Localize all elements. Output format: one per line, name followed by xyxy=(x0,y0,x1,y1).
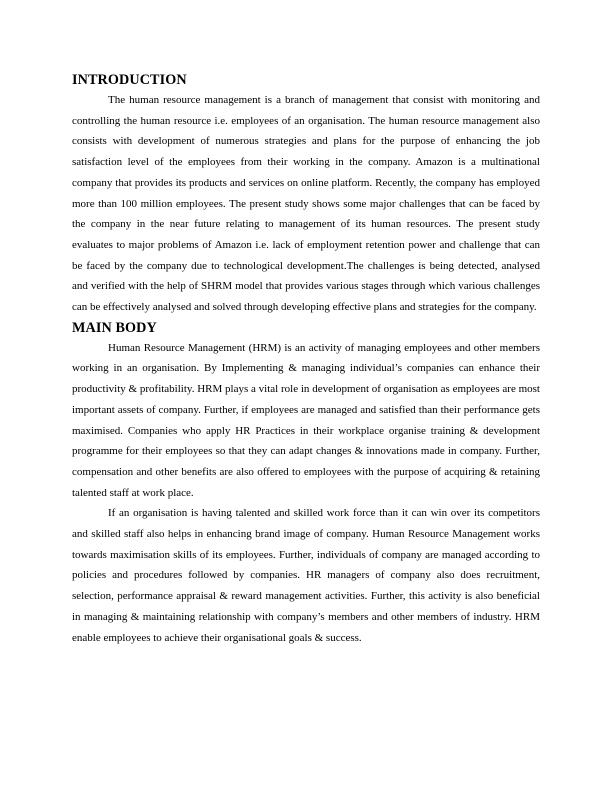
main-body-paragraph-2: If an organisation is having talented and skilled work force than it can win over its competitors and skilled staff also helps in enhancing brand image of company. Human Resource Management works towards maximisation skills of its employees. Further, individuals of company are managed according to policies and procedures followed by companies. HR managers of company also does recruitment, selection, performance appraisal & reward management activities. Further, this activity is also beneficial in managing & maintaining relationship with company’s members and other members of industry. HRM enable employees to achieve their organisational goals & success. xyxy=(72,507,540,644)
introduction-heading: INTRODUCTION xyxy=(72,72,187,88)
introduction-paragraph: The human resource management is a branch of management that consist with monitoring and controlling the human resource i.e. employees of an organisation. The human resource management also consists with development of numerous strategies and plans for the purpose of enhancing the job satisfaction level of the employees from their working in the company. Amazon is a multinational company that provides its products and services on online platform. Recently, the company has employed more than 100 million employees. The present study shows some major challenges that can be faced by the company in the near future relating to management of its human resources. The present study evaluates to major problems of Amazon i.e. lack of employment retention power and challenge that can be faced by the company due to technological development.The challenges is being detected, analysed and verified with the help of SHRM model that provides various stages through which various challenges can be effectively analysed and solved through developing effective plans and strategies for the company. xyxy=(72,94,540,314)
main-body-heading: MAIN BODY xyxy=(72,319,157,336)
main-body-paragraph-1: Human Resource Management (HRM) is an activity of managing employees and other members working in an organisation. By Implementing & managing individual’s companies can enhance their productivity & profitability. HRM plays a vital role in development of organisation as employees are most important assets of company. Further, if employees are managed and satisfied than their performance gets maximised. Companies who apply HR Practices in their workplace organise training & development programme for their employees so that they can adapt changes & innovations made in company. Further, compensation and other benefits are also offered to employees with the purpose of acquiring & retaining talented staff at work place. xyxy=(72,341,540,499)
document-page xyxy=(72,70,540,648)
